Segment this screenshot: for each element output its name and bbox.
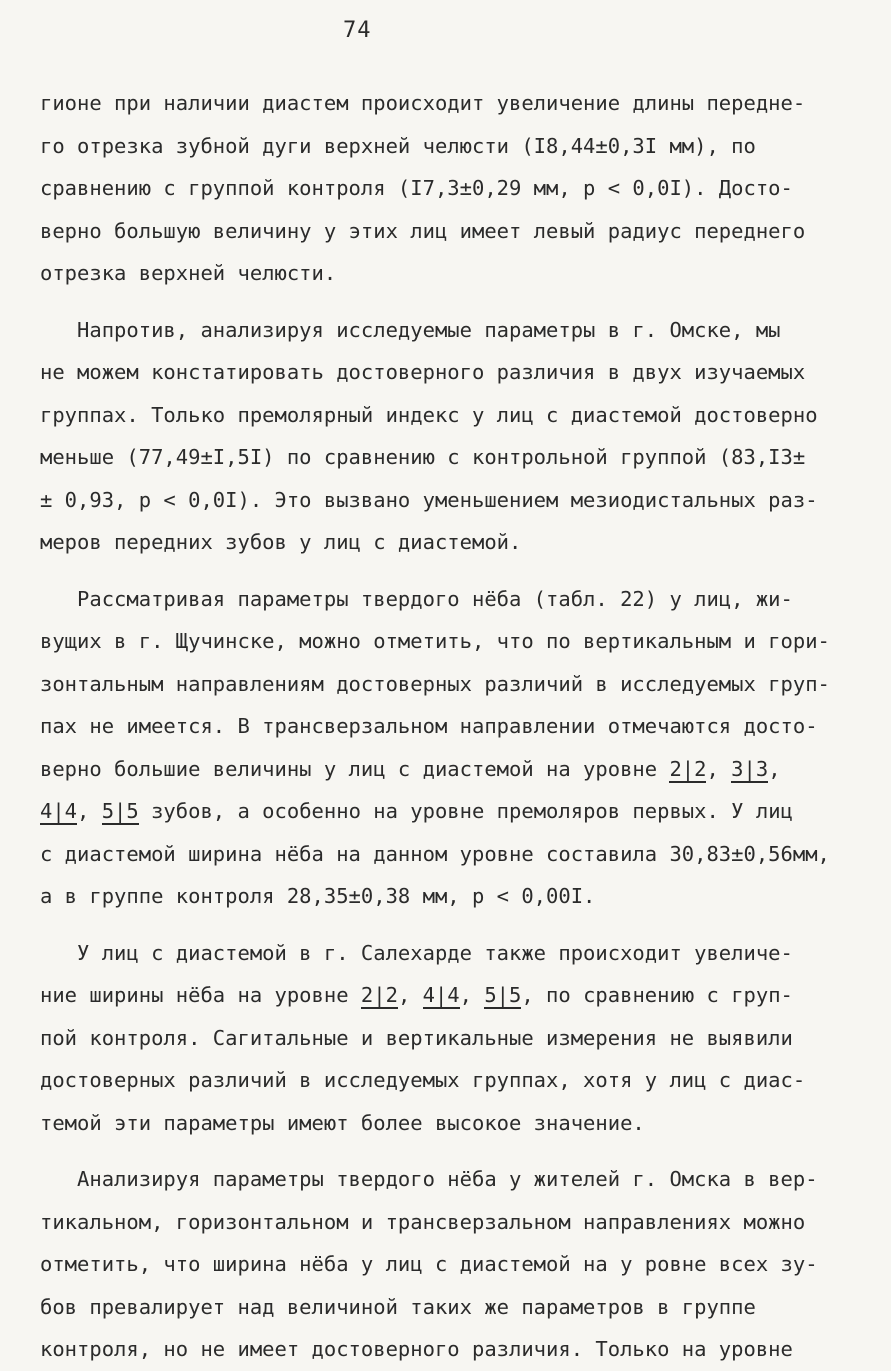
paragraph-gap	[40, 1144, 860, 1158]
text-line: 4|4, 5|5 зубов, а особенно на уровне премоляров первых. У лиц	[40, 799, 793, 823]
text-line: темой эти параметры имеют более высокое значение.	[40, 1110, 645, 1135]
text-line: гионе при наличии диастем происходит увеличение длины передне-	[40, 91, 806, 115]
tooth-notation: 4|4	[422, 983, 460, 1007]
text-line: не можем констатировать достоверного различия в двух изучаемых	[40, 360, 806, 384]
paragraph-gap	[40, 295, 860, 309]
text-line: верно большую величину у этих лиц имеет левый радиус переднего	[40, 218, 806, 243]
text-line: ± 0,93, р < 0,0I). Это вызвано уменьшением мезиодистальных раз-	[40, 487, 818, 512]
text-line: отрезка верхней челюсти.	[40, 261, 337, 285]
text-line: верно большие величины у лиц с диастемой на уровне 2|2, 3|3,	[40, 756, 781, 781]
tooth-notation: 5|5	[101, 799, 139, 823]
text-line: ние ширины нёба на уровне 2|2, 4|4, 5|5, по сравнению с груп-	[40, 983, 793, 1007]
text-line: отметить, что ширина нёба у лиц с диастемой на у ровне всех зу-	[40, 1252, 818, 1276]
text-line: пах не имеется. В трансверзальном направлении отмечаются досто-	[40, 714, 818, 738]
paragraph-gap	[40, 918, 860, 932]
body-text	[40, 82, 860, 1371]
text-line: тикальном, горизонтальном и трансверзальном направлениях можно	[40, 1209, 806, 1234]
text-line: сравнению с группой контроля (I7,3±0,29 мм, р < 0,0I). Досто-	[40, 176, 793, 200]
tooth-notation: 2|2	[669, 756, 707, 781]
text-line: Напротив, анализируя исследуемые параметры в г. Омске, мы	[40, 317, 781, 342]
text-line: достоверных различий в исследуемых группах, хотя у лиц с диас-	[40, 1068, 806, 1092]
text-line: пой контроля. Сагитальные и вертикальные измерения не выявили	[40, 1025, 793, 1050]
text-line: группах. Только премолярный индекс у лиц с диастемой достоверно	[40, 402, 818, 427]
text-line: меньше (77,49±I,5I) по сравнению с контрольной группой (83,I3±	[40, 445, 806, 469]
text-line: зонтальным направлениям достоверных различий в исследуемых груп-	[40, 671, 830, 696]
tooth-notation: 4|4	[40, 799, 78, 823]
text-line: меров передних зубов у лиц с диастемой.	[40, 530, 522, 554]
paragraph-gap	[40, 564, 860, 578]
page-number: 74	[343, 18, 372, 43]
text-line: вущих в г. Щучинске, можно отметить, что по вертикальным и гори-	[40, 629, 830, 653]
tooth-notation: 5|5	[484, 983, 522, 1007]
text-line: а в группе контроля 28,35±0,38 мм, р < 0,00I.	[40, 884, 596, 908]
text-line: Анализируя параметры твердого нёба у жителей г. Омска в вер-	[40, 1167, 818, 1191]
tooth-notation: 3|3	[731, 756, 769, 781]
tooth-notation: 2|2	[360, 983, 398, 1007]
text-line: го отрезка зубной дуги верхней челюсти (I8,44±0,3I мм), по	[40, 133, 756, 158]
text-line: с диастемой ширина нёба на данном уровне составила 30,83±0,56мм,	[40, 841, 830, 866]
text-line: контроля, но не имеет достоверного различия. Только на уровне	[40, 1337, 793, 1361]
text-line: бов превалирует над величиной таких же параметров в группе	[40, 1294, 756, 1319]
text-line: Рассматривая параметры твердого нёба (табл. 22) у лиц, жи-	[40, 586, 793, 611]
text-line: У лиц с диастемой в г. Салехарде также происходит увеличе-	[40, 940, 793, 965]
